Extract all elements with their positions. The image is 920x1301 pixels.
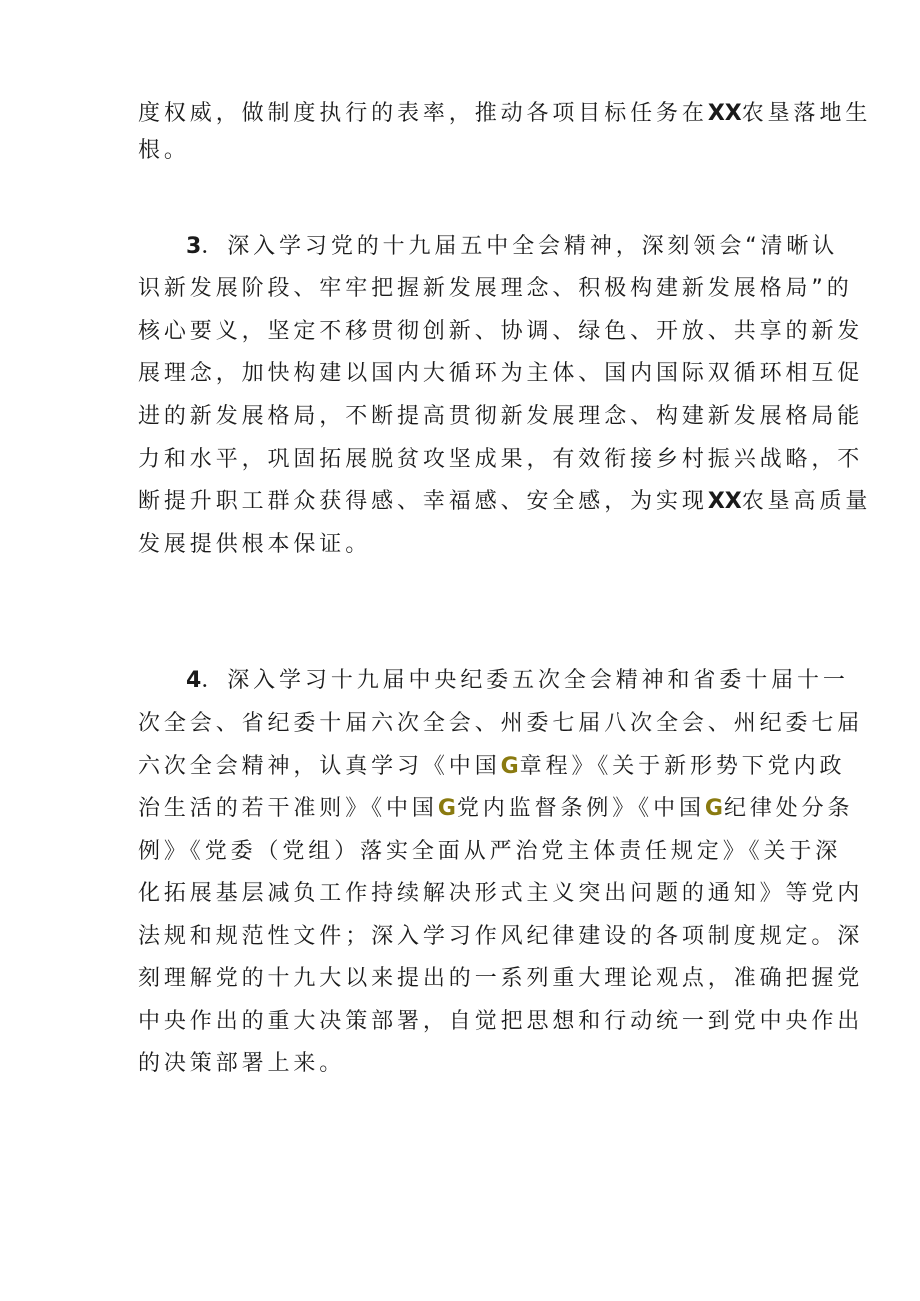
bold-text: 4 <box>186 668 202 693</box>
paragraph-4-line: 六次全会精神，认真学习《中国G章程》《关于新形势下党内政 <box>138 754 846 779</box>
bold-text: XX <box>707 101 742 126</box>
paragraph-prev-line: 根。 <box>138 138 190 163</box>
paragraph-3-line: 断提升职工群众获得感、幸福感、安全感，为实现XX农垦高质量 <box>138 489 872 514</box>
paragraph-3-line: 识新发展阶段、牢牢把握新发展理念、积极构建新发展格局”的 <box>138 276 853 301</box>
paragraph-4-line: 4．深入学习十九届中央纪委五次全会精神和省委十届十一 <box>186 668 849 693</box>
paragraph-4-line: 的决策部署上来。 <box>138 1051 346 1076</box>
paragraph-3-line: 发展提供根本保证。 <box>138 532 372 557</box>
paragraph-4-line: 次全会、省纪委十届六次全会、州委七届八次全会、州纪委七届 <box>138 711 864 736</box>
paragraph-4-line: 化拓展基层减负工作持续解决形式主义突出问题的通知》等党内 <box>138 881 864 906</box>
paragraph-4-line: 刻理解党的十九大以来提出的一系列重大理论观点，准确把握党 <box>138 966 864 991</box>
highlighted-letter: G <box>704 796 724 821</box>
paragraph-3-line: 展理念，加快构建以国内大循环为主体、国内国际双循环相互促 <box>138 361 864 386</box>
paragraph-4-line: 法规和规范性文件；深入学习作风纪律建设的各项制度规定。深 <box>138 924 864 949</box>
paragraph-4-line: 例》《党委（党组）落实全面从严治党主体责任规定》《关于深 <box>138 839 842 864</box>
paragraph-3-line: 力和水平，巩固拓展脱贫攻坚成果，有效衔接乡村振兴战略，不 <box>138 447 864 472</box>
bold-text: 3 <box>186 234 202 259</box>
highlighted-letter: G <box>437 796 457 821</box>
paragraph-3-line: 核心要义，坚定不移贯彻创新、协调、绿色、开放、共享的新发 <box>138 319 864 344</box>
paragraph-3-line: 进的新发展格局，不断提高贯彻新发展理念、构建新发展格局能 <box>138 404 864 429</box>
paragraph-4-line: 中央作出的重大决策部署，自觉把思想和行动统一到党中央作出 <box>138 1009 864 1034</box>
highlighted-letter: G <box>500 754 520 779</box>
paragraph-3-line: 3．深入学习党的十九届五中全会精神，深刻领会“清晰认 <box>186 234 839 259</box>
paragraph-prev-line: 度权威，做制度执行的表率，推动各项目标任务在XX农垦落地生 <box>138 101 872 126</box>
paragraph-4-line: 治生活的若干准则》《中国G党内监督条例》《中国G纪律处分条 <box>138 796 854 821</box>
bold-text: XX <box>707 489 742 514</box>
